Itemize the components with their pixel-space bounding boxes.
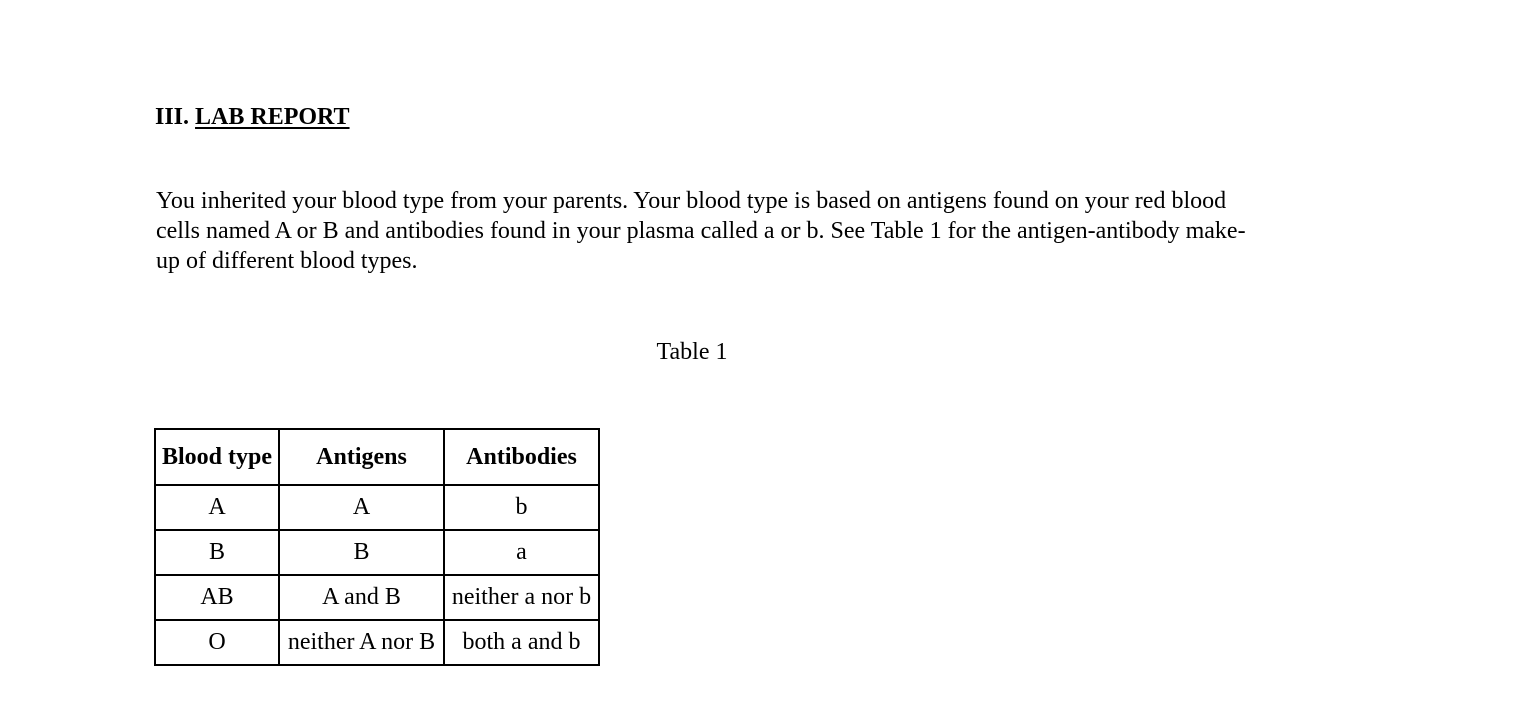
cell-antibodies: b (444, 485, 599, 530)
cell-antibodies: both a and b (444, 620, 599, 665)
cell-blood-type: B (155, 530, 279, 575)
section-numeral: III. (155, 104, 190, 130)
table-row (155, 530, 599, 575)
column-header-antibodies: Antibodies (444, 429, 599, 485)
table-header-row (155, 429, 599, 485)
column-header-blood-type: Blood type (155, 429, 279, 485)
cell-blood-type: A (155, 485, 279, 530)
table-caption: Table 1 (656, 339, 728, 365)
table-row (155, 620, 599, 665)
intro-paragraph: You inherited your blood type from your parents. Your blood type is based on antigens found on your red blood cells named A or B and antibodies found in your plasma called a or b. See Table 1 for the antigen-antibody make-up of different blood types. (156, 188, 1246, 274)
cell-blood-type: AB (155, 575, 279, 620)
section-title: LAB REPORT (195, 104, 350, 130)
cell-antigens: A and B (279, 575, 444, 620)
cell-antibodies: neither a nor b (444, 575, 599, 620)
cell-antibodies: a (444, 530, 599, 575)
table-row (155, 575, 599, 620)
cell-blood-type: O (155, 620, 279, 665)
section-heading (155, 102, 350, 132)
table-row (155, 485, 599, 530)
column-header-antigens: Antigens (279, 429, 444, 485)
cell-antigens: neither A nor B (279, 620, 444, 665)
blood-type-table (154, 428, 600, 666)
cell-antigens: B (279, 530, 444, 575)
cell-antigens: A (279, 485, 444, 530)
